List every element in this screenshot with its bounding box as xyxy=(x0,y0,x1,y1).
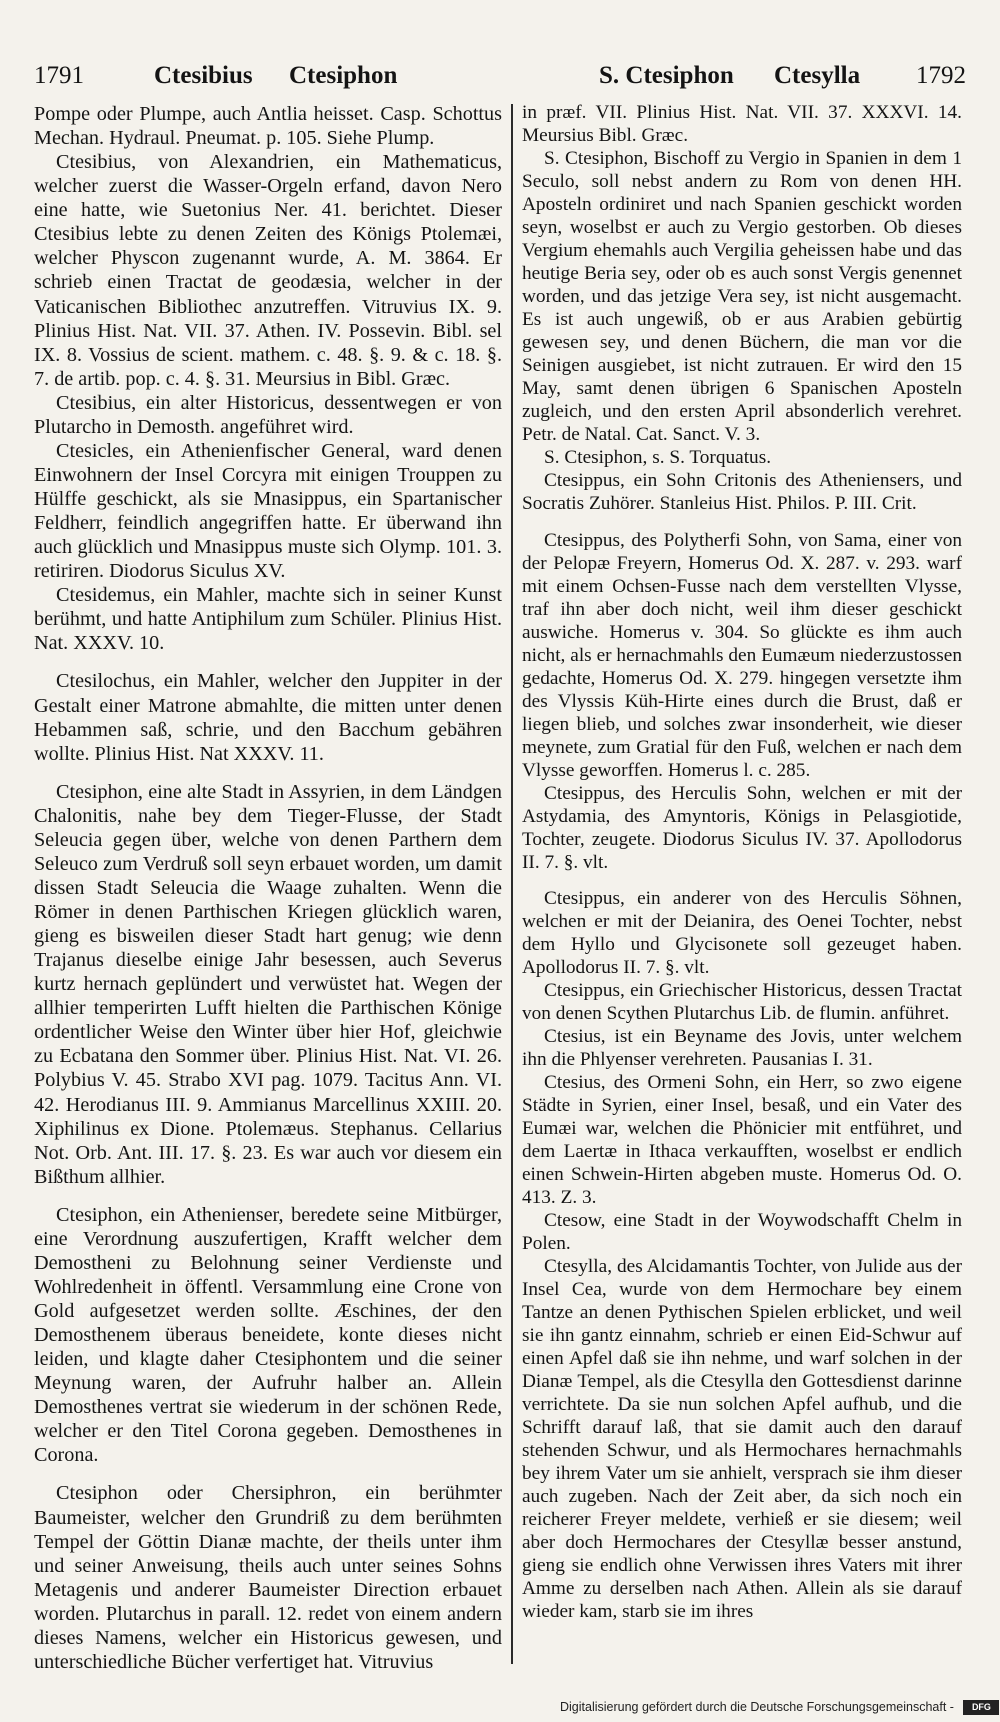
right-page-number: 1792 xyxy=(916,62,966,89)
left-column xyxy=(34,102,502,1677)
entry-s-ctesiphon-ref: S. Ctesiphon, s. S. Torquatus. xyxy=(544,446,772,468)
dfg-logo: DFG xyxy=(963,1700,999,1715)
page-header xyxy=(34,58,966,94)
entry-ctesiphon-athenienser: Ctesiphon, ein Athenienser, beredete seine Mitbürger, eine Verordnung auszufertigen, Krafft welcher dem Demostheni zu Belohnung seiner Verdienste und Wohlredenheit in öffentl. Versammlung eine Crone von Gold aufgesetzet werden sollte. Æschines, der den Demosthenem überaus beneidete, konte dieses nicht leiden, und klagte daher Ctesiphontem und die seiner Meynung waren, der Aufruhr halber an. Allein Demosthenes vertrat sie wiederum in der schönen Rede, welcher er den Titel Corona gegeben. Demosthenes in Corona. xyxy=(34,1203,502,1467)
entry-ctesylla: Ctesylla, des Alcidamantis Tochter, von Julide aus der Insel Cea, wurde von dem Hermochare bey einem Tantze an denen Pythischen Spielen erblicket, und weil sie ihn gantz einnahm, schrieb er einen Eid-Schwur auf einen Apfel daß sie ihn nehme, und warf solchen in der Dianæ Tempel, als die Ctesylla den Gottesdienst darinne verrichtete. Da sie nun solchen Apfel aufhub, und die Schrifft darauf laß, that sie damit auch den darauf stehenden Schwur, und als Hermochares hernachmahls bey ihrem Vater um sie anhielt, versprach sie ihm dieser auch zugeben. Nach der Zeit aber, da sich noch ein reicherer Freyer meldete, verhieß er sie diesem; weil aber doch Hermochares der Ctesyllæ besser anstund, gieng sie endlich ohne Verwissen ihres Vaters mit ihrer Amme zu derselben nach Athen. Allein als sie darauf wieder kam, starb sie im ihres xyxy=(522,1256,962,1622)
footer-text: Digitalisierung gefördert durch die Deutsche Forschungsgemeinschaft - xyxy=(560,1700,954,1714)
entry-ctesippus-polytherfi: Ctesippus, des Polytherfi Sohn, von Sama, einer von der Pelopæ Freyern, Homerus Od. X. 287. v. 293. warf mit einem Ochsen-Fusse nach dem verstellten Vlysse, traf ihn aber doch nicht, weil ihm dieser geschickt auswiche. Homerus v. 304. So glückte es ihm auch nicht, als er hernachmahls den Eumæum niederzustossen gedachte, Homerus Od. X. 279. hingegen versetzte ihm des Vlyssis Küh-Hirte eines durch die Brust, daß er liegen blieb, und solches zwar insonderheit, wie dieser meynete, zum Gratial für den Fuß, welchen er nach dem Vlysse geworffen. Homerus l. c. 285. xyxy=(522,529,962,781)
entry-ctesilochus: Ctesilochus, ein Mahler, welcher den Juppiter in der Gestalt einer Matrone abmahlte, die mitten unter denen Hebammen saß, schrie, und den Bacchum gebähren wollte. Plinius Hist. Nat XXXV. 11. xyxy=(34,670,502,765)
left-page-number: 1791 xyxy=(34,62,84,89)
entry-ctesippus-critonis: Ctesippus, ein Sohn Critonis des Atheniensers, und Socratis Zuhörer. Stanleius Hist. Philos. P. III. Crit. xyxy=(522,469,962,514)
entry-ctesius-jovis: Ctesius, ist ein Beyname des Jovis, unter welchem ihn die Phlyenser verehreten. Pausanias I. 31. xyxy=(522,1026,962,1071)
column-divider xyxy=(511,104,513,1664)
left-catchword-2: Ctesiphon xyxy=(289,62,398,89)
entry-ctesicles: Ctesicles, ein Athenienfischer General, ward denen Einwohnern der Insel Corcyra mit einigen Trouppen zu Hülffe geschickt, als sie Mnasippus, ein Spartanischer Feldherr, feindlich angegriffen hatte. Er überwand ihn auch glücklich und Mnasippus muste sich Olymp. 101. 3. retiriren. Diodorus Siculus XV. xyxy=(34,439,502,583)
entry-ctesiphon-stadt: Ctesiphon, eine alte Stadt in Assyrien, in dem Ländgen Chalonitis, nahe bey dem Tieger-Flusse, der Stadt Seleucia gegen über, welche von denen Parthern dem Seleuco zum Verdruß soll seyn erbauet worden, um damit dissen Stadt Seleucia die Waage zuhalten. Wenn die Römer in denen Parthischen Kriegen glücklich waren, gieng es bisweilen dieser Stadt hart genug; wie denn Trajanus dieselbe einige Jahr besessen, auch Severus kurtz hernach geplündert und verwüstet hat. Wegen der allhier temperirten Lufft hielten die Parthischen Könige ordentlicher Weise den Winter über hier Hof, gleichwie zu Ecbatana den Sommer über. Plinius Hist. Nat. VI. 26. Polybius V. 45. Strabo XVI pag. 1079. Tacitus Ann. VI. 42. Herodianus III. 9. Ammianus Marcellinus XXIII. 20. Xiphilinus ex Dione. Ptolemæus. Stephanus. Cellarius Not. Orb. Ant. III. 17. §. 23. Es war auch vor diesem ein Bißthum allhier. xyxy=(34,780,502,1188)
entry-ctesiphon-baumeister: Ctesiphon oder Chersiphron, ein berühmter Baumeister, welcher den Grundriß zu dem berühmten Tempel der Göttin Dianæ machte, der theils unter ihm und seiner Anweisung, theils auch unter seines Sohns Metagenis und anderer Baumeister Direction erbauet worden. Plutarchus in parall. 12. redet von einem andern dieses Namens, welcher ein Historicus gewesen, und unterschiedliche Bücher verfertiget hat. Vitruvius xyxy=(34,1482,502,1673)
entry-ctesidemus: Ctesidemus, ein Mahler, machte sich in seiner Kunst berühmt, und hatte Antiphilum zum Schüler. Plinius Hist. Nat. XXXV. 10. xyxy=(34,584,502,655)
entry-ctesippus-herculis: Ctesippus, des Herculis Sohn, welchen er mit der Astydamia, des Amyntoris, Königs in Pelasgiotide, Tochter, zeugete. Diodorus Siculus IV. 37. Apollodorus II. 7. §. vlt. xyxy=(522,782,962,873)
digitization-footer xyxy=(560,1700,990,1718)
right-catchword-2: Ctesylla xyxy=(774,62,861,89)
entry-text: Pompe oder Plumpe, auch Antlia heisset. Casp. Schottus Mechan. Hydraul. Pneumat. p. 105. Siehe Plump. xyxy=(34,103,502,150)
entry-text: in præf. VII. Plinius Hist. Nat. VII. 37. XXXVI. 14. Meursius Bibl. Græc. xyxy=(522,102,962,146)
entry-ctesow: Ctesow, eine Stadt in der Woywodschafft Chelm in Polen. xyxy=(522,1210,962,1255)
entry-ctesippus-historicus: Ctesippus, ein Griechischer Historicus, dessen Tractat von denen Scythen Plutarchus Lib. de flumin. anführet. xyxy=(522,980,962,1025)
right-catchword-1: S. Ctesiphon xyxy=(599,62,734,89)
entry-ctesibius-alexandria: Ctesibius, von Alexandrien, ein Mathematicus, welcher zuerst die Wasser-Orgeln erfand, davon Nero eine hatte, wie Suetonius Ner. 41. berichtet. Dieser Ctesibius lebte zu denen Zeiten des Königs Ptolemæi, welcher Physcon zugenannt wurde, A. M. 3864. Er schrieb einen Tractat de geodæsia, welcher in der Vaticanischen Bibliothec anzutreffen. Vitruvius IX. 9. Plinius Hist. Nat. VII. 37. Athen. IV. Possevin. Bibl. sel IX. 8. Vossius de scient. mathem. c. 48. §. 9. & c. 18. §. 7. de artib. pop. c. 4. §. 31. Meursius in Bibl. Græc. xyxy=(34,151,502,390)
entry-s-ctesiphon-bischoff: S. Ctesiphon, Bischoff zu Vergio in Spanien in dem 1 Seculo, soll nebst andern zu Rom von denen HH. Aposteln ordiniret und nach Spanien geschickt worden seyn, woselbst er auch zu Vergio gestorben. Ob dieses Vergium ehemahls auch Vergilia geheissen habe und das heutige Beria sey, oder ob es auch sonst Vergis genennet worden, und das jetzige Vera sey, ist nicht ausgemacht. Es ist auch ungewiß, ob er aus Arabien gebürtig gewesen sey, und denen Büchern, die man vor die Seinigen ausgiebet, ist nicht zutrauen. Er wird den 15 May, samt denen übrigen 6 Spanischen Aposteln zugleich, und den ersten April absonderlich verehret. Petr. de Natal. Cat. Sanct. V. 3. xyxy=(522,147,962,445)
entry-ctesippus-anderer: Ctesippus, ein anderer von des Herculis Söhnen, welchen er mit der Deianira, des Oenei Tochter, nebst dem Hyllo und Glycisonete soll gezeuget haben. Apollodorus II. 7. §. vlt. xyxy=(522,888,962,979)
entry-ctesius-ormeni: Ctesius, des Ormeni Sohn, ein Herr, so zwo eigene Städte in Syrien, einer Insel, besaß, und ein Vater des Eumæi war, welchen die Phönicier mit entführet, und dem Laertæ in Ithaca verkaufften, woselbst er endlich einen Schwein-Hirten abgeben muste. Homerus Od. O. 413. Z. 3. xyxy=(522,1072,962,1209)
right-column xyxy=(522,102,962,1677)
left-catchword-1: Ctesibius xyxy=(154,62,253,89)
entry-ctesibius-historicus: Ctesibius, ein alter Historicus, dessentwegen er von Plutarcho in Demosth. angeführet wird. xyxy=(34,391,502,438)
